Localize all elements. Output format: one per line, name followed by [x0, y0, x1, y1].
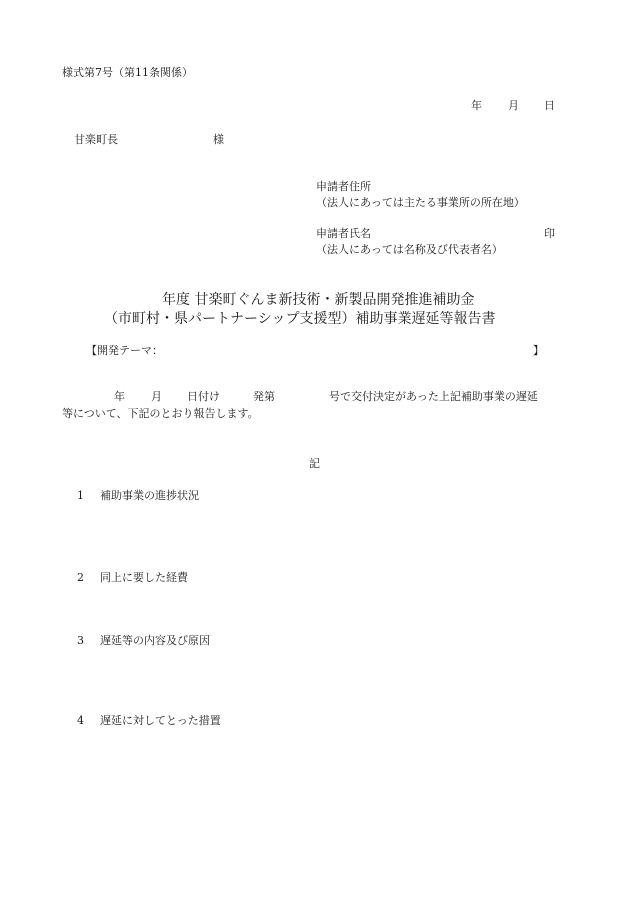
applicant-address-label: 申請者住所	[316, 180, 371, 193]
title-line-2: （市町村・県パートナーシップ支援型）補助事業遅延等報告書	[104, 311, 496, 327]
applicant-name-label: 申請者氏名	[316, 227, 371, 240]
item-label: 遅延に対してとった措置	[100, 714, 221, 727]
item-label: 同上に要した経費	[100, 571, 188, 584]
item-label: 遅延等の内容及び原因	[100, 634, 210, 647]
body-year: 年	[114, 390, 125, 403]
addressee-honorific: 様	[213, 133, 224, 146]
body-day-dated: 日付け	[187, 390, 220, 403]
theme-open: 【開発テーマ：	[86, 344, 163, 357]
body-issue: 発第	[253, 390, 275, 403]
body-line1-rest: 号で交付決定があった上記補助事業の遅延	[329, 390, 538, 403]
date-month: 月	[508, 99, 519, 112]
date-year: 年	[471, 99, 482, 112]
item-label: 補助事業の進捗状況	[100, 489, 199, 502]
title-line-1: 年度 甘楽町ぐんま新技術・新製品開発推進補助金	[162, 292, 475, 308]
theme-close: 】	[533, 344, 544, 357]
item-number: 2	[77, 571, 84, 584]
applicant-name-note: （法人にあっては名称及び代表者名）	[316, 243, 503, 256]
seal-mark: 印	[544, 227, 555, 240]
ki-heading: 記	[309, 457, 320, 470]
form-number: 様式第7号（第11条関係）	[62, 66, 193, 79]
date-day: 日	[544, 99, 555, 112]
item-number: 4	[77, 714, 84, 727]
item-number: 3	[77, 634, 84, 647]
body-month: 月	[151, 390, 162, 403]
body-line-2: 等について、下記のとおり報告します。	[62, 407, 259, 420]
addressee-name: 甘楽町長	[74, 133, 118, 146]
item-number: 1	[77, 489, 84, 502]
applicant-address-note: （法人にあっては主たる事業所の所在地）	[316, 196, 525, 209]
